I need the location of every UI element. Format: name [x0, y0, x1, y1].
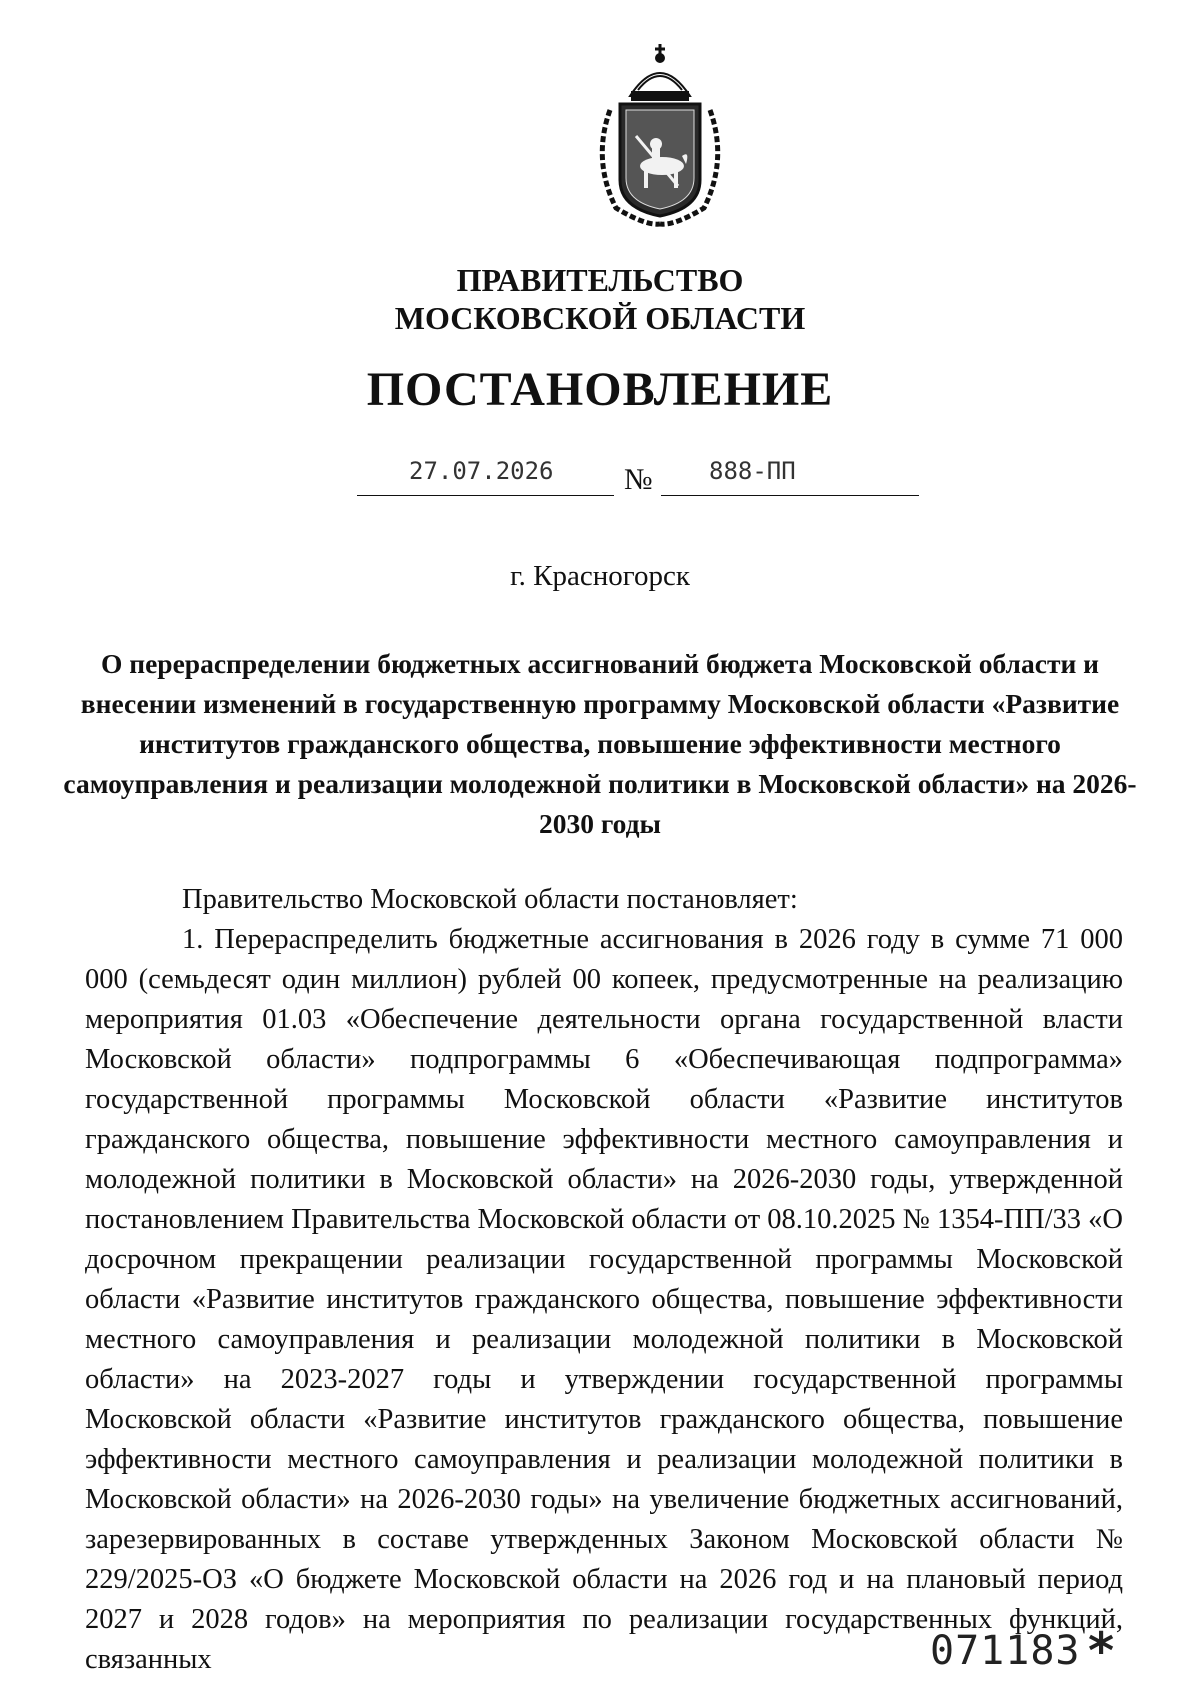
document-date-field [357, 455, 614, 496]
document-body [85, 880, 1123, 1680]
crown-icon [630, 44, 690, 100]
organization-name-line2: МОСКОВСКОЙ ОБЛАСТИ [394, 300, 806, 336]
coat-of-arms-icon [586, 40, 734, 228]
document-type-heading: ПОСТАНОВЛЕНИЕ [366, 363, 834, 416]
serial-number: 071183 [930, 1628, 1081, 1674]
number-sign: № [624, 463, 653, 496]
organization-name-line1: ПРАВИТЕЛЬСТВО [456, 262, 744, 298]
city-line: г. Красногорск [510, 560, 690, 592]
document-date: 27.07.2026 [409, 457, 554, 485]
document-number: 888-ПП [709, 457, 796, 485]
intro-paragraph: Правительство Московской области постановляет: [182, 884, 798, 915]
document-number-field [661, 455, 919, 496]
paragraph-point-1: 1. Перераспределить бюджетные ассигнования в 2026 году в сумме 71 000 000 (семьдесят один миллион) рублей 00 копеек, предусмотренные на реализацию мероприятия 01.03 «Обеспечение деятельности органа государственной власти Московской области» подпрограммы 6 «Обеспечивающая подпрограмма» государственной программы Московской области «Развитие институтов гражданского общества, повышение эффективности местного самоуправления и молодежной политики в Московской области» на 2026-2030 годы, утвержденной постановлением Правительства Московской области от 08.10.2025 № 1354-ПП/33 «О досрочном прекращении реализации государственной программы Московской области «Развитие институтов гражданского общества, повышение эффективности местного самоуправления и реализации молодежной политики в Московской области» на 2023-2027 годы и утверждении государственной программы Московской области «Развитие институтов гражданского общества, повышение эффективности местного самоуправления и реализации молодежной политики в Московской области» на 2026-2030 годы» на увеличение бюджетных ассигнований, зарезервированных в составе утвержденных Законом Московской области № 229/2025-ОЗ «О бюджете Московской области на 2026 год и на плановый период 2027 и 2028 годов» на мероприятия по реализации государственных функций, связанных [85, 924, 1123, 1675]
asterisk-mark: * [1088, 1622, 1115, 1680]
document-title: О перераспределении бюджетных ассигнований бюджета Московской области и внесении изменений в государственную программу Московской области «Развитие институтов гражданского общества, повышение эффективности местного самоуправления и реализации молодежной политики в Московской области» на 2026-2030 годы [63, 648, 1137, 839]
